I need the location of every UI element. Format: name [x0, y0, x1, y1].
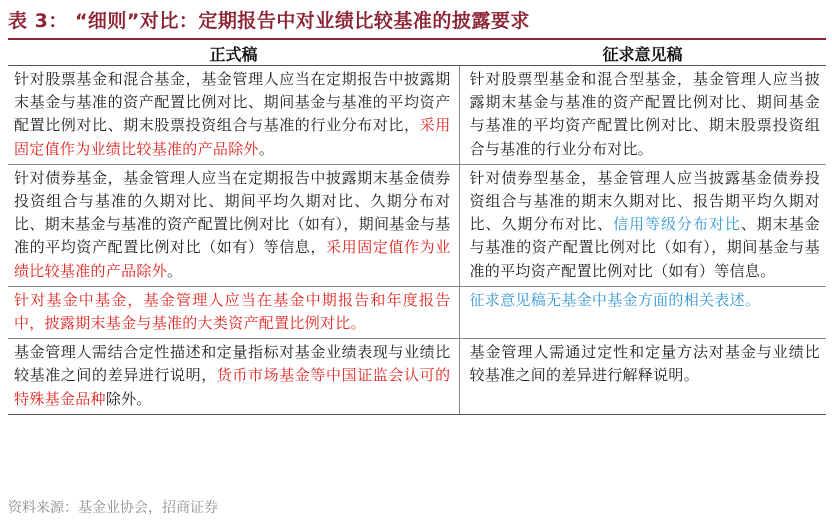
- cell-final-bond-funds: [8, 164, 459, 286]
- header-row: [8, 41, 826, 66]
- cell-draft-stock-mixed-funds: [459, 66, 826, 165]
- highlight-text: 采用固定值作为业绩比较基准的产品除外: [14, 238, 451, 280]
- cell-text: 针对债券型基金，基金管理人应当披露基金债券投资组合与基准的期末久期对比、报告期平均久期对比、久期分布对比、: [469, 168, 820, 234]
- table-title: 表 3： “细则”对比：定期报告中对业绩比较基准的披露要求: [8, 10, 530, 32]
- table-row: [8, 66, 826, 165]
- header-draft-version: 征求意见稿: [459, 41, 826, 66]
- title-rule: [8, 38, 826, 40]
- highlight-text: 采用固定值作为业绩比较基准的产品除外: [14, 116, 451, 158]
- cell-draft-bond-funds: [459, 164, 826, 286]
- table-row: [8, 286, 826, 338]
- header-final-version: 正式稿: [8, 41, 459, 66]
- cell-text: 基金管理人需通过定性和定量方法对基金与业绩比较基准之间的差异进行解释说明。: [469, 343, 820, 385]
- source-note: 资料来源：基金业协会，招商证券: [8, 500, 218, 516]
- cell-text: 。: [258, 139, 275, 158]
- table-row: [8, 339, 826, 415]
- highlight-text: 货币市场基金等中国证监会认可的特殊基金品种: [14, 366, 451, 408]
- cell-text: 除外。: [105, 389, 152, 408]
- cell-text: 针对股票型基金和混合型基金，基金管理人应当披露期末基金与基准的资产配置比例对比、期间基金与基准的平均资产配置比例对比、期末股票投资组合与基准的行业分布对比。: [469, 70, 820, 158]
- cell-text: 、期末基金与基准的资产配置比例对比（如有），期间基金与基准的平均资产配置比例对比（如有）等信息。: [469, 215, 820, 280]
- highlight-text: 征求意见稿无基金中基金方面的相关表述。: [469, 290, 761, 309]
- cell-text: 基金管理人需结合定性描述和定量指标对基金业绩表现与业绩比较基准之间的差异进行说明，: [14, 343, 451, 385]
- cell-text: 。: [167, 261, 183, 280]
- cell-final-fund-of-funds: [8, 286, 459, 338]
- cell-final-performance-explanation: [8, 339, 459, 415]
- cell-draft-performance-explanation: [459, 339, 826, 415]
- highlight-text: 针对基金中基金，基金管理人应当在基金中期报告和年度报告中，披露期末基金与基准的大类资产配置比例对比。: [14, 290, 451, 333]
- cell-final-stock-mixed-funds: [8, 66, 459, 165]
- cell-text: 针对股票基金和混合基金，基金管理人应当在定期报告中披露期末基金与基准的资产配置比例对比、期间基金与基准的平均资产配置比例对比、期末股票投资组合与基准的行业分布对比，: [14, 70, 451, 135]
- highlight-text: 信用等级分布对比: [613, 215, 741, 234]
- comparison-table: [8, 41, 826, 415]
- cell-draft-fund-of-funds: [459, 286, 826, 338]
- table-row: [8, 164, 826, 286]
- cell-text: 针对债券基金，基金管理人应当在定期报告中披露期末基金债券投资组合与基准的久期对比、期间平均久期对比、久期分布对比、期末基金与基准的资产配置比例对比（如有），期间基金与基准的平均资产配置比例对比（如有）等信息，: [14, 168, 451, 257]
